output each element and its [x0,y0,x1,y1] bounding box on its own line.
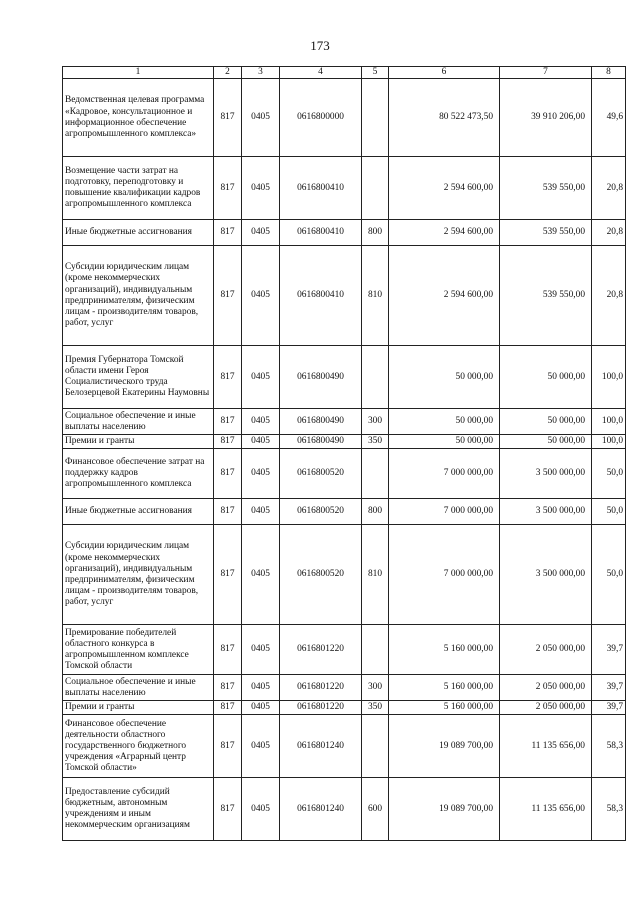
cell-c6: 19 089 700,00 [389,778,500,841]
cell-c7: 39 910 206,00 [500,79,592,157]
cell-c2: 817 [214,157,242,220]
cell-c2: 817 [214,79,242,157]
cell-c4: 0616800520 [280,449,362,499]
cell-c3: 0405 [242,435,280,449]
cell-c3: 0405 [242,701,280,715]
table-row [63,435,626,449]
cell-c3: 0405 [242,79,280,157]
cell-c8: 20,8 [592,220,626,246]
cell-c4: 0616800410 [280,246,362,346]
row-name: Ведомственная целевая программа «Кадровое, консультационное и информационное обеспечение агропромышленного комплекса» [63,79,214,157]
row-name: Социальное обеспечение и иные выплаты населению [63,409,214,435]
cell-c2: 817 [214,346,242,409]
cell-c4: 0616800490 [280,346,362,409]
cell-c4: 0616801220 [280,675,362,701]
table-row [63,525,626,625]
table-row [63,157,626,220]
cell-c8: 100,0 [592,346,626,409]
cell-c2: 817 [214,435,242,449]
table-row [63,79,626,157]
cell-c8: 20,8 [592,157,626,220]
cell-c4: 0616800000 [280,79,362,157]
cell-c6: 19 089 700,00 [389,715,500,778]
cell-c5: 350 [362,435,389,449]
cell-c5: 810 [362,246,389,346]
cell-c7: 2 050 000,00 [500,675,592,701]
table-row [63,220,626,246]
cell-c7: 50 000,00 [500,409,592,435]
cell-c8: 58,3 [592,778,626,841]
cell-c7: 3 500 000,00 [500,449,592,499]
cell-c6: 50 000,00 [389,435,500,449]
cell-c4: 0616801220 [280,625,362,675]
cell-c3: 0405 [242,525,280,625]
cell-c2: 817 [214,499,242,525]
cell-c5 [362,449,389,499]
table-row [63,449,626,499]
cell-c4: 0616801240 [280,778,362,841]
cell-c6: 5 160 000,00 [389,701,500,715]
cell-c3: 0405 [242,499,280,525]
cell-c8: 50,0 [592,499,626,525]
col-header: 8 [592,67,626,79]
cell-c3: 0405 [242,625,280,675]
cell-c2: 817 [214,220,242,246]
row-name: Премии и гранты [63,701,214,715]
cell-c7: 2 050 000,00 [500,701,592,715]
cell-c5 [362,79,389,157]
cell-c6: 2 594 600,00 [389,157,500,220]
cell-c6: 50 000,00 [389,346,500,409]
cell-c2: 817 [214,449,242,499]
cell-c2: 817 [214,525,242,625]
cell-c8: 50,0 [592,449,626,499]
cell-c5: 350 [362,701,389,715]
cell-c3: 0405 [242,346,280,409]
table-row [63,409,626,435]
cell-c4: 0616800490 [280,435,362,449]
row-name: Премии и гранты [63,435,214,449]
cell-c3: 0405 [242,449,280,499]
row-name: Социальное обеспечение и иные выплаты населению [63,675,214,701]
cell-c6: 7 000 000,00 [389,449,500,499]
col-header: 3 [242,67,280,79]
cell-c2: 817 [214,778,242,841]
row-name: Предоставление субсидий бюджетным, автономным учреждениям и иным некоммерческим организациям [63,778,214,841]
table-row [63,715,626,778]
cell-c7: 2 050 000,00 [500,625,592,675]
col-header: 7 [500,67,592,79]
cell-c3: 0405 [242,675,280,701]
table-row [63,246,626,346]
col-header: 6 [389,67,500,79]
cell-c3: 0405 [242,409,280,435]
cell-c8: 39,7 [592,675,626,701]
cell-c7: 539 550,00 [500,157,592,220]
cell-c3: 0405 [242,778,280,841]
row-name: Финансовое обеспечение деятельности областного государственного бюджетного учреждения «Аграрный центр Томской области» [63,715,214,778]
cell-c5: 600 [362,778,389,841]
cell-c8: 100,0 [592,435,626,449]
cell-c6: 2 594 600,00 [389,246,500,346]
cell-c6: 5 160 000,00 [389,625,500,675]
cell-c2: 817 [214,409,242,435]
cell-c6: 7 000 000,00 [389,525,500,625]
page-number: 173 [310,38,330,53]
table-row [63,625,626,675]
cell-c7: 539 550,00 [500,246,592,346]
cell-c3: 0405 [242,715,280,778]
cell-c5: 810 [362,525,389,625]
cell-c2: 817 [214,701,242,715]
cell-c3: 0405 [242,220,280,246]
cell-c4: 0616800520 [280,525,362,625]
row-name: Возмещение части затрат на подготовку, переподготовку и повышение квалификации кадров агропромышленного комплекса [63,157,214,220]
row-name: Субсидии юридическим лицам (кроме некоммерческих организаций), индивидуальным предпринимателям, физическим лицам - производителям товаров, работ, услуг [63,525,214,625]
cell-c4: 0616800520 [280,499,362,525]
cell-c8: 49,6 [592,79,626,157]
row-name: Финансовое обеспечение затрат на поддержку кадров агропромышленного комплекса [63,449,214,499]
budget-table [62,66,626,841]
cell-c6: 80 522 473,50 [389,79,500,157]
cell-c7: 11 135 656,00 [500,715,592,778]
cell-c7: 50 000,00 [500,435,592,449]
cell-c8: 100,0 [592,409,626,435]
cell-c6: 7 000 000,00 [389,499,500,525]
cell-c4: 0616801220 [280,701,362,715]
cell-c8: 50,0 [592,525,626,625]
cell-c7: 539 550,00 [500,220,592,246]
cell-c5: 300 [362,409,389,435]
cell-c4: 0616800410 [280,220,362,246]
cell-c6: 50 000,00 [389,409,500,435]
row-name: Премия Губернатора Томской области имени Героя Социалистического труда Белозерцевой Екатерины Наумовны [63,346,214,409]
cell-c6: 5 160 000,00 [389,675,500,701]
cell-c2: 817 [214,625,242,675]
cell-c5: 800 [362,220,389,246]
cell-c4: 0616800410 [280,157,362,220]
table-row [63,675,626,701]
cell-c8: 20,8 [592,246,626,346]
row-name: Премирование победителей областного конкурса в агропромышленном комплексе Томской области [63,625,214,675]
row-name: Субсидии юридическим лицам (кроме некоммерческих организаций), индивидуальным предпринимателям, физическим лицам - производителям товаров, работ, услуг [63,246,214,346]
col-header: 2 [214,67,242,79]
cell-c7: 11 135 656,00 [500,778,592,841]
cell-c3: 0405 [242,246,280,346]
cell-c3: 0405 [242,157,280,220]
col-header: 4 [280,67,362,79]
cell-c4: 0616801240 [280,715,362,778]
table-row [63,778,626,841]
table-row [63,701,626,715]
table-row [63,346,626,409]
cell-c7: 3 500 000,00 [500,525,592,625]
cell-c5 [362,157,389,220]
cell-c5 [362,715,389,778]
col-header: 1 [63,67,214,79]
cell-c5 [362,346,389,409]
cell-c4: 0616800490 [280,409,362,435]
cell-c5: 800 [362,499,389,525]
cell-c6: 2 594 600,00 [389,220,500,246]
cell-c7: 3 500 000,00 [500,499,592,525]
cell-c2: 817 [214,675,242,701]
row-name: Иные бюджетные ассигнования [63,499,214,525]
header-row [63,67,626,79]
col-header: 5 [362,67,389,79]
table-row [63,499,626,525]
cell-c2: 817 [214,715,242,778]
cell-c8: 39,7 [592,701,626,715]
cell-c8: 39,7 [592,625,626,675]
cell-c8: 58,3 [592,715,626,778]
cell-c5: 300 [362,675,389,701]
row-name: Иные бюджетные ассигнования [63,220,214,246]
cell-c5 [362,625,389,675]
cell-c7: 50 000,00 [500,346,592,409]
cell-c2: 817 [214,246,242,346]
